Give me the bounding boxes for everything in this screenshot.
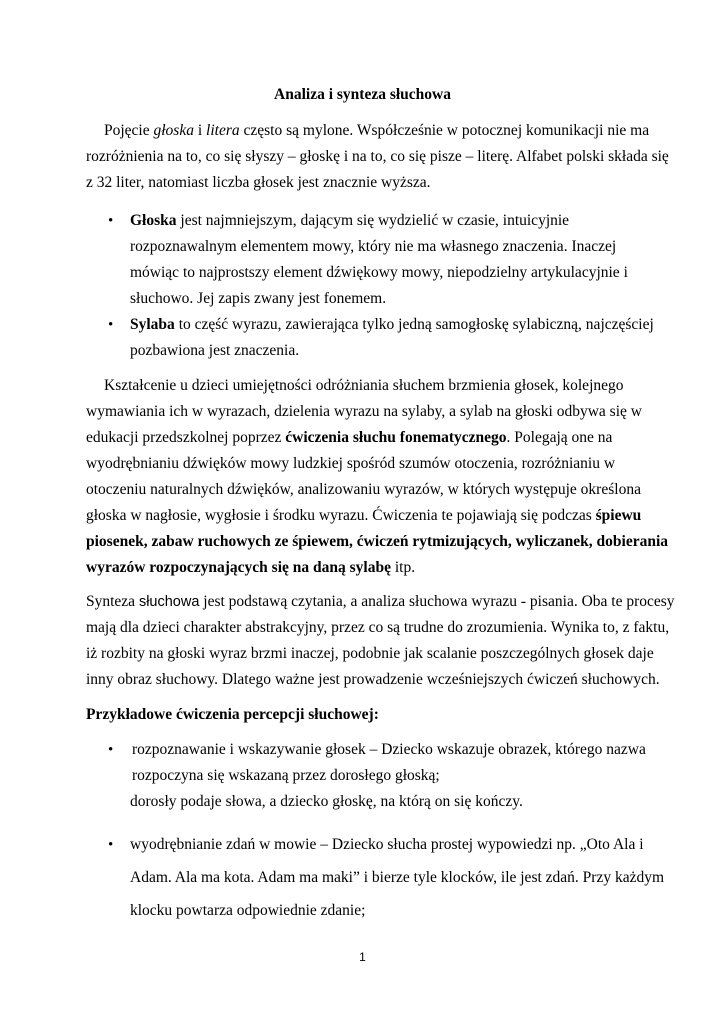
list-item: wyodrębnianie zdań w mowie – Dziecko słucha prostej wypowiedzi np. „Oto Ala i [130, 836, 644, 853]
list-item-continuation: klocku powtarza odpowiednie zdanie; [130, 902, 366, 919]
paragraph-line: mają dla dzieci charakter abstrakcyjny, przez co są trudne do zrozumienia. Wynika to, z faktu, [86, 619, 670, 636]
example-item-2 [86, 832, 665, 932]
list-item-continuation: słuchowo. Jej zapis zwany jest fonemem. [130, 290, 387, 307]
paragraph-synthesis [86, 589, 675, 693]
list-item-continuation: dorosły podaje słowa, a dziecko głoskę, na którą on się kończy. [130, 793, 523, 810]
paragraph-line: iż rozbity na głoski wyraz brzmi inaczej, podobnie jak scalanie poszczególnych głosek daje [86, 645, 654, 662]
paragraph-line: głoska w nagłosie, wygłosie i środku wyrazu. Ćwiczenia te pojawiają się podczas śpiewu [86, 507, 642, 524]
example-item-1 [86, 737, 646, 817]
paragraph-line: otoczeniu naturalnych dźwięków, analizowaniu wyrazów, w których występuje określona [86, 481, 641, 498]
bullet-icon: • [108, 317, 114, 333]
paragraph-line: wyrazów rozpoczynających się na daną sylabę itp. [86, 559, 416, 576]
list-item: rozpoznawanie i wskazywanie głosek – Dziecko wskazuje obrazek, którego nazwa [132, 741, 646, 758]
intro-line-2: rozróżnienia na to, co się słyszy – głoskę i na to, co się pisze – literę. Alfabet polski składa się [86, 148, 669, 165]
paragraph-line: Kształcenie u dzieci umiejętności odróżniania słuchem brzmienia głosek, kolejnego [104, 377, 624, 394]
list-item-continuation: rozpoczyna się wskazaną przez dorosłego głoską; [132, 767, 440, 784]
intro-paragraph [86, 118, 669, 196]
paragraph-line: piosenek, zabaw ruchowych ze śpiewem, ćwiczeń rytmizujących, wyliczanek, dobierania [86, 533, 669, 550]
paragraph-line: Synteza słuchowa jest podstawą czytania, a analiza słuchowa wyrazu - pisania. Oba te procesy [86, 593, 675, 610]
list-item-continuation: pozbawiona jest znaczenia. [130, 342, 300, 359]
paragraph-line: inny obraz słuchowy. Dlatego ważne jest prowadzenie wcześniejszych ćwiczeń słuchowych. [86, 671, 660, 688]
list-item: Głoska jest najmniejszym, dającym się wydzielić w czasie, intuicyjnie [130, 212, 570, 229]
paragraph-training [86, 373, 669, 581]
definitions-list [86, 208, 654, 359]
examples-heading: Przykładowe ćwiczenia percepcji słuchowej: [86, 706, 379, 723]
page-number: 1 [359, 950, 366, 964]
intro-line-1: Pojęcie głoska i litera często są mylone. Współcześnie w potocznej komunikacji nie ma [104, 122, 650, 139]
list-item-continuation: rozpoznawalnym elementem mowy, który nie ma własnego znaczenia. Inaczej [130, 238, 617, 255]
list-item-continuation: mówiąc to najprostszy element dźwiękowy mowy, niepodzielny artykulacyjnie i [130, 264, 628, 281]
bullet-icon: • [108, 213, 114, 229]
paragraph-line: edukacji przedszkolnej poprzez ćwiczenia słuchu fonematycznego. Polegają one na [86, 429, 613, 446]
paragraph-line: wyodrębnianiu dźwięków mowy ludzkiej spośród szumów otoczenia, rozróżnianiu w [86, 455, 616, 472]
bullet-icon: • [108, 837, 114, 853]
paragraph-line: wymawiania ich w wyrazach, dzielenia wyrazu na sylaby, a sylab na głoski odbywa się w [86, 403, 642, 420]
page-title: Analiza i synteza słuchowa [274, 86, 451, 103]
list-item: Sylaba to część wyrazu, zawierająca tylko jedną samogłoskę sylabiczną, najczęściej [130, 316, 654, 333]
list-item-continuation: Adam. Ala ma kota. Adam ma maki” i bierze tyle klocków, ile jest zdań. Przy każdym [130, 869, 665, 886]
bullet-icon: • [108, 742, 114, 758]
intro-line-3: z 32 liter, natomiast liczba głosek jest znacznie wyższa. [86, 174, 431, 191]
